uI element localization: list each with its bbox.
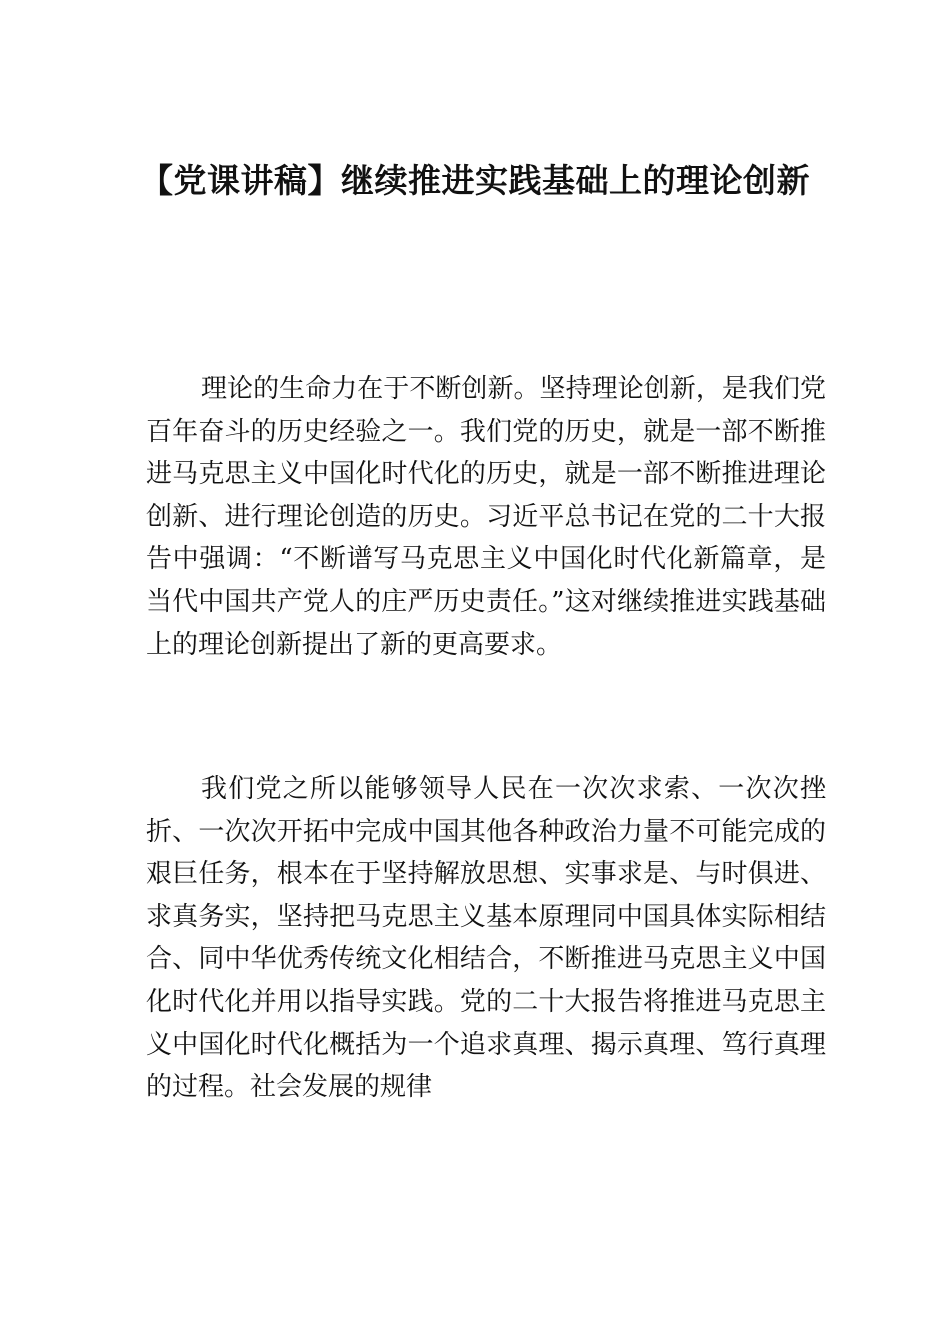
paragraph-2: 我们党之所以能够领导人民在一次次求索、一次次挫折、一次次开拓中完成中国其他各种政治力量不可能完成的艰巨任务，根本在于坚持解放思想、实事求是、与时俱进、求真务实，坚持把马克思主义基本原理同中国具体实际相结合、同中华优秀传统文化相结合，不断推进马克思主义中国化时代化并用以指导实践。党的二十大报告将推进马克思主义中国化时代化概括为一个追求真理、揭示真理、笃行真理的过程。社会发展的规律 xyxy=(146,774,826,1103)
paragraph-1: 理论的生命力在于不断创新。坚持理论创新，是我们党百年奋斗的历史经验之一。我们党的历史，就是一部不断推进马克思主义中国化时代化的历史，就是一部不断推进理论创新、进行理论创造的历史。习近平总书记在党的二十大报告中强调：“不断谱写马克思主义中国化时代化新篇章，是当代中国共产党人的庄严历史责任。”这对继续推进实践基础上的理论创新提出了新的更高要求。 xyxy=(146,374,826,660)
document-title: 【党课讲稿】继续推进实践基础上的理论创新 xyxy=(140,161,810,200)
